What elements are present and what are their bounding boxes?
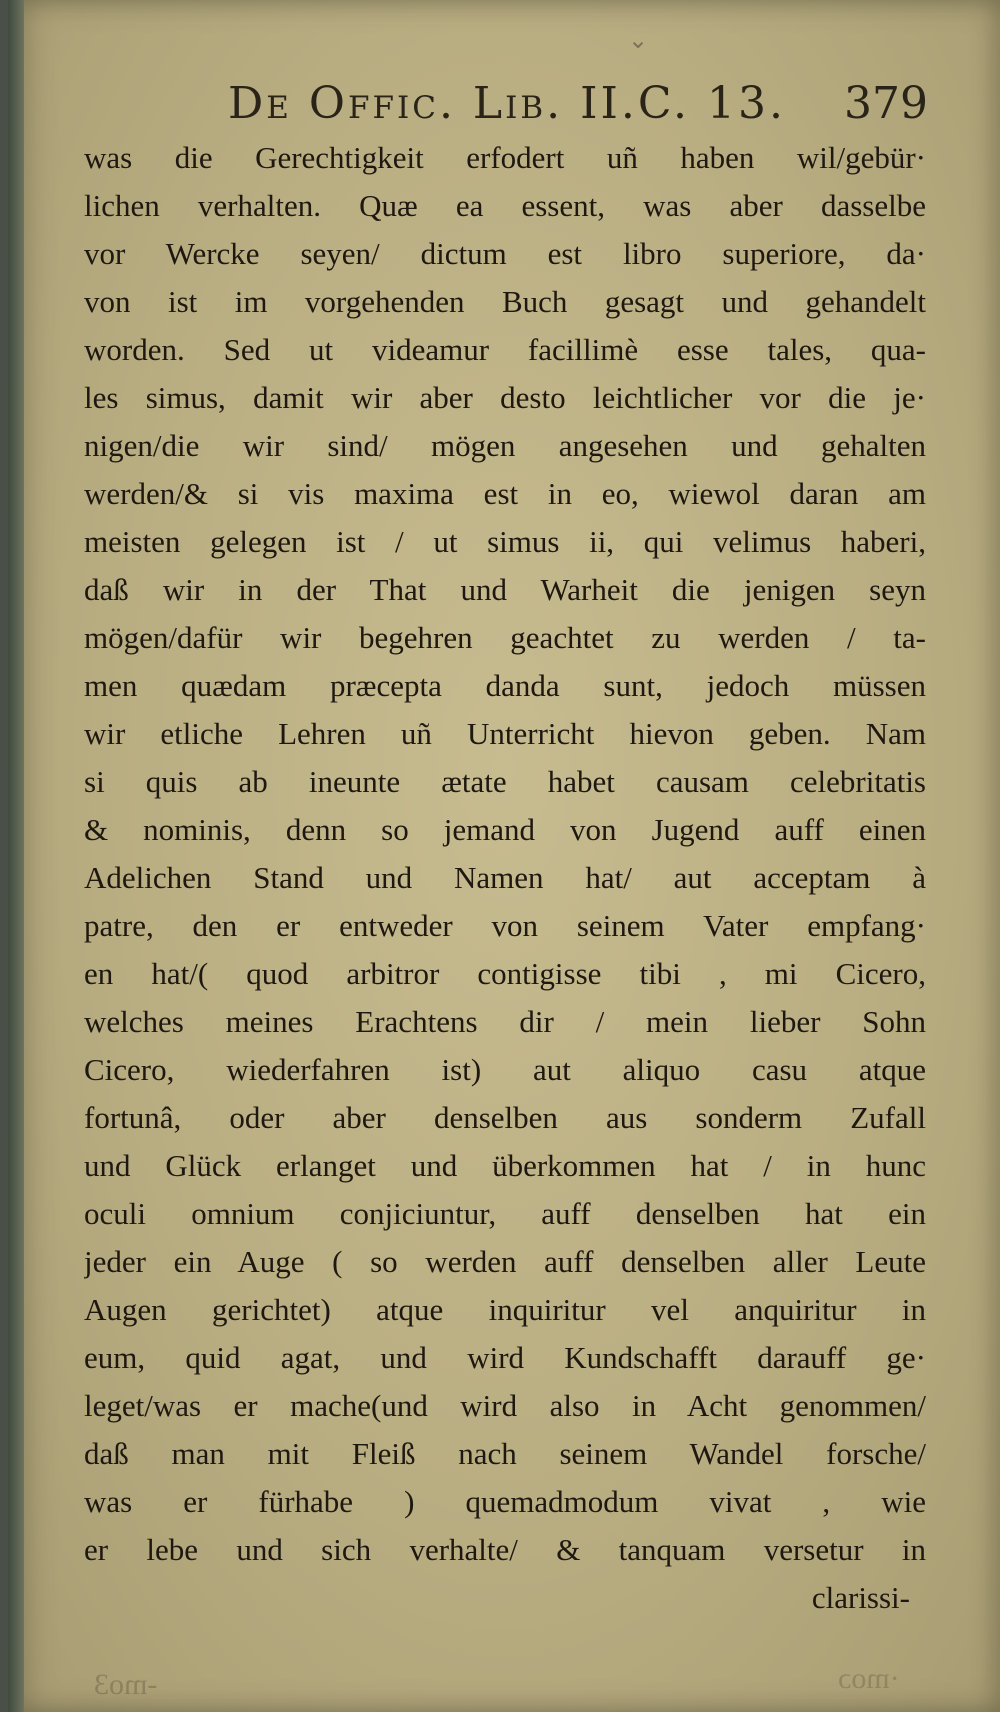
text-line: Adelichen Stand und Namen hat/ aut acceptam à	[84, 860, 926, 895]
text-line: men quædam præcepta danda sunt, jedoch müssen	[84, 668, 926, 703]
running-head-title: De Offic. Lib. II.C. 13.	[228, 78, 786, 129]
text-line: und Glück erlanget und überkommen hat / in hunc	[84, 1148, 926, 1183]
text-line: patre, den er entweder von seinem Vater empfang·	[84, 908, 926, 943]
text-line: was die Gerechtigkeit erfodert uñ haben wil/gebür·	[84, 140, 926, 175]
text-line: eum, quid agat, und wird Kundschafft darauff ge·	[84, 1340, 926, 1375]
text-line: was er fürhabe ) quemadmodum vivat , wie	[84, 1484, 926, 1519]
text-line: werden/& si vis maxima est in eo, wiewol daran am	[84, 476, 926, 511]
text-line: wir etliche Lehren uñ Unterricht hievon geben. Nam	[84, 716, 926, 751]
text-line: en hat/( quod arbitror contigisse tibi , mi Cicero,	[84, 956, 926, 991]
text-line: daß man mit Fleiß nach seinem Wandel forsche/	[84, 1436, 926, 1471]
bleed-through-text-left: -mo3	[94, 1668, 158, 1701]
text-line: leget/was er mache(und wird also in Acht genommen/	[84, 1388, 926, 1423]
margin-mark: ⌄	[628, 26, 649, 54]
bleed-through-text-right: ·moɔ	[838, 1662, 900, 1695]
text-line: fortunâ, oder aber denselben aus sonderm Zufall	[84, 1100, 926, 1135]
text-line: vor Wercke seyen/ dictum est libro superiore, da·	[84, 236, 926, 271]
text-line: nigen/die wir sind/ mögen angesehen und gehalten	[84, 428, 926, 463]
running-head	[228, 78, 928, 138]
page-number: 379	[844, 78, 928, 129]
book-page	[8, 0, 1000, 1712]
text-line: worden. Sed ut videamur facillimè esse tales, qua-	[84, 332, 926, 367]
binding-edge	[8, 0, 24, 1712]
text-line: Augen gerichtet) atque inquiritur vel anquiritur in	[84, 1292, 926, 1327]
text-line: mögen/dafür wir begehren geachtet zu werden / ta-	[84, 620, 926, 655]
body-text	[84, 134, 926, 1622]
catchword: clarissi-	[811, 1580, 910, 1615]
text-line: jeder ein Auge ( so werden auff denselben aller Leute	[84, 1244, 926, 1279]
text-line: daß wir in der That und Warheit die jenigen seyn	[84, 572, 926, 607]
text-line: meisten gelegen ist / ut simus ii, qui velimus haberi,	[84, 524, 926, 559]
text-line: & nominis, denn so jemand von Jugend auff einen	[84, 812, 926, 847]
text-line: oculi omnium conjiciuntur, auff denselben hat ein	[84, 1196, 926, 1231]
text-line: Cicero, wiederfahren ist) aut aliquo casu atque	[84, 1052, 926, 1087]
text-line: les simus, damit wir aber desto leichtlicher vor die je·	[84, 380, 926, 415]
text-line: von ist im vorgehenden Buch gesagt und gehandelt	[84, 284, 926, 319]
text-line: er lebe und sich verhalte/ & tanquam versetur in	[84, 1532, 926, 1567]
text-line: welches meines Erachtens dir / mein lieber Sohn	[84, 1004, 926, 1039]
text-line: si quis ab ineunte ætate habet causam celebritatis	[84, 764, 926, 799]
text-line: lichen verhalten. Quæ ea essent, was aber dasselbe	[84, 188, 926, 223]
